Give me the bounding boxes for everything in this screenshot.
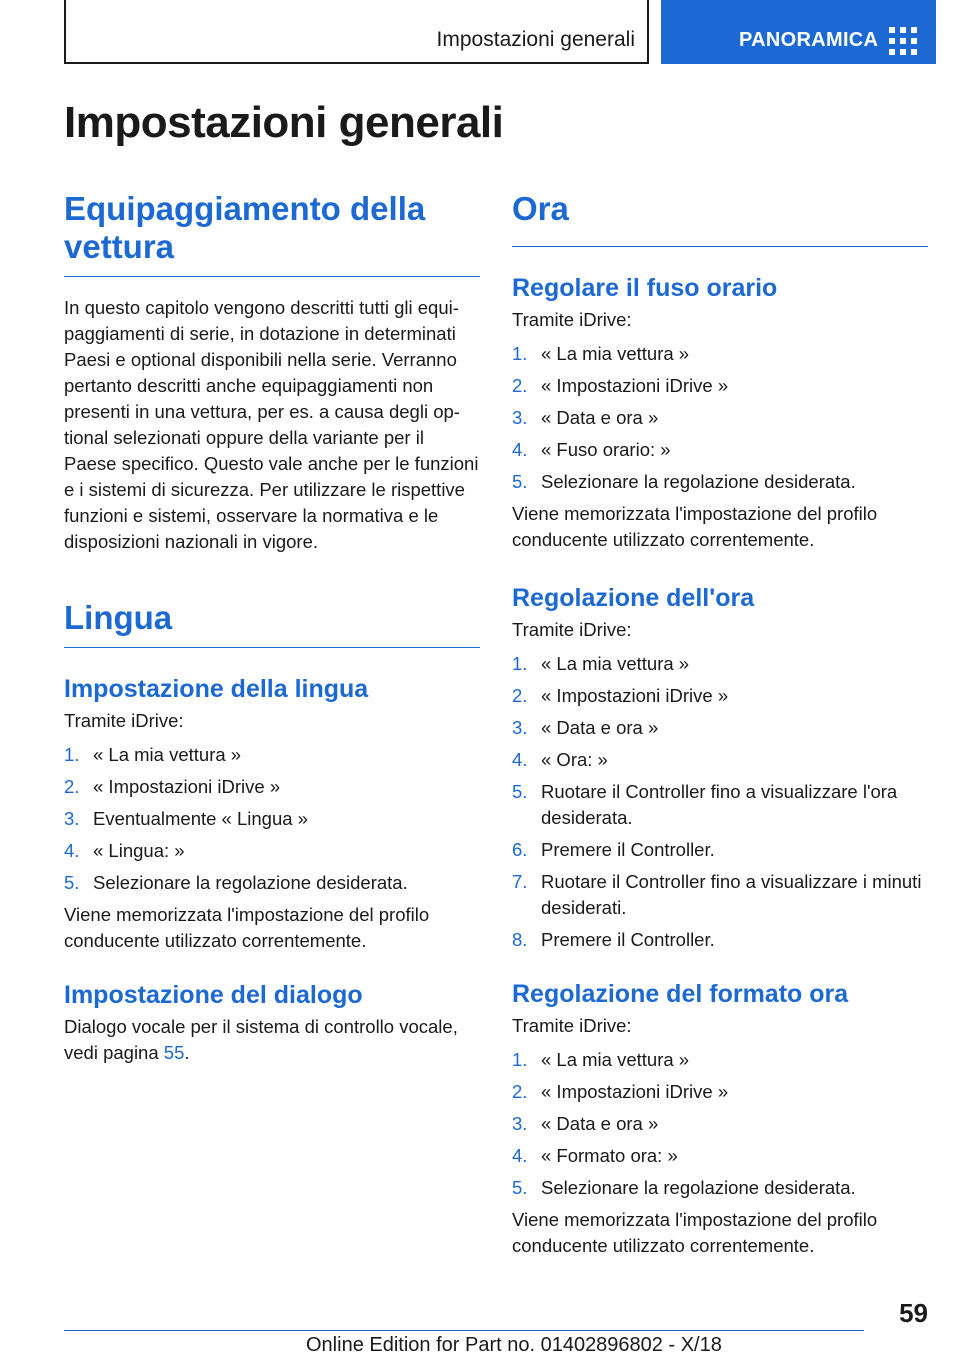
section-tab[interactable] xyxy=(64,0,649,64)
list-item: 5. Selezionare la regolazione desiderata. xyxy=(64,872,408,893)
list-item: 1. « La mia vettura » xyxy=(512,1049,690,1070)
list-item: 3. « Data e ora » xyxy=(512,717,659,738)
list-item: 2. « Impostazioni iDrive » xyxy=(64,776,281,797)
timezone-steps xyxy=(512,341,928,495)
list-item: 5. Selezionare la regolazione desiderata. xyxy=(512,471,856,492)
list-item: 5. Selezionare la regolazione desiderata. xyxy=(512,1177,856,1198)
list-item: 1. « La mia vettura » xyxy=(512,343,690,364)
overview-button[interactable] xyxy=(661,0,936,64)
list-item: 2. « Impostazioni iDrive » xyxy=(512,375,729,396)
list-item: 3. « Data e ora » xyxy=(512,407,659,428)
list-item: 4. « Fuso orario: » xyxy=(512,439,671,460)
timezone-intro: Tramite iDrive: xyxy=(512,309,632,330)
time-heading: Ora xyxy=(512,190,928,247)
page-number: 59 xyxy=(899,1298,928,1328)
overview-button-label: PANORAMICA xyxy=(739,29,879,51)
language-setting-heading: Impostazione della lingua xyxy=(64,675,369,703)
equipment-heading: Equipaggiamento della vettura xyxy=(64,190,480,277)
language-steps xyxy=(64,742,480,896)
time-setting-intro: Tramite iDrive: xyxy=(512,619,632,640)
language-note: Viene memorizzata l'impostazione del profilo conducente utilizzato correntemente. xyxy=(64,904,430,951)
right-column xyxy=(512,190,928,1259)
time-setting-heading: Regolazione dell'ora xyxy=(512,584,755,612)
list-item: 1. « La mia vettura » xyxy=(64,744,242,765)
time-format-intro: Tramite iDrive: xyxy=(512,1015,632,1036)
list-item: 2. « Impostazioni iDrive » xyxy=(512,685,729,706)
list-item: 2. « Impostazioni iDrive » xyxy=(512,1081,729,1102)
language-heading: Lingua xyxy=(64,599,480,648)
list-item: 8. Premere il Controller. xyxy=(512,929,715,950)
timezone-heading: Regolare il fuso orario xyxy=(512,274,778,302)
footer-divider xyxy=(64,1330,864,1331)
list-item: 7. Ruotare il Controller fino a visualizzare i minuti desiderati. xyxy=(512,871,922,918)
list-item: 5. Ruotare il Controller fino a visualizzare l'ora desiderata. xyxy=(512,781,898,828)
time-format-note: Viene memorizzata l'impostazione del profilo conducente utilizzato correntemente. xyxy=(512,1209,878,1256)
time-setting-steps xyxy=(512,651,928,953)
section-tab-label: Impostazioni generali xyxy=(436,28,635,51)
list-item: 3. « Data e ora » xyxy=(512,1113,659,1134)
list-item: 4. « Lingua: » xyxy=(64,840,185,861)
time-format-steps xyxy=(512,1047,928,1201)
page-title: Impostazioni generali xyxy=(64,98,504,147)
dialog-setting-heading: Impostazione del dialogo xyxy=(64,981,363,1009)
dialog-text: Dialogo vocale per il sistema di controllo vocale, vedi pagina 55. xyxy=(64,1016,458,1063)
list-item: 1. « La mia vettura » xyxy=(512,653,690,674)
left-column xyxy=(64,190,480,1066)
list-item: 4. « Ora: » xyxy=(512,749,608,770)
language-intro: Tramite iDrive: xyxy=(64,710,184,731)
equipment-paragraph: In questo capitolo vengono descritti tutti gli equipaggiamenti di serie, in dotazione in determinati Paesi e optional disponibili nella serie. Verranno pertanto descritti anche equipaggiamenti non presenti in una vettura, per es. a causa degli optional selezionati oppure della variante per il Paese specifico. Questo vale anche per le funzioni e i sistemi di sicurezza. Per utilizzare le rispettive funzioni e sistemi, osservare la normativa e le disposizioni nazionali in vigore. xyxy=(64,297,479,552)
list-item: 6. Premere il Controller. xyxy=(512,839,715,860)
grid-icon xyxy=(889,27,917,55)
list-item: 4. « Formato ora: » xyxy=(512,1145,678,1166)
timezone-note: Viene memorizzata l'impostazione del profilo conducente utilizzato correntemente. xyxy=(512,503,878,550)
footer-edition: Online Edition for Part no. 01402896802 - X/18 xyxy=(306,1334,722,1356)
list-item: 3. Eventualmente « Lingua » xyxy=(64,808,308,829)
time-format-heading: Regolazione del formato ora xyxy=(512,980,849,1008)
page-link[interactable]: 55 xyxy=(163,1042,185,1063)
